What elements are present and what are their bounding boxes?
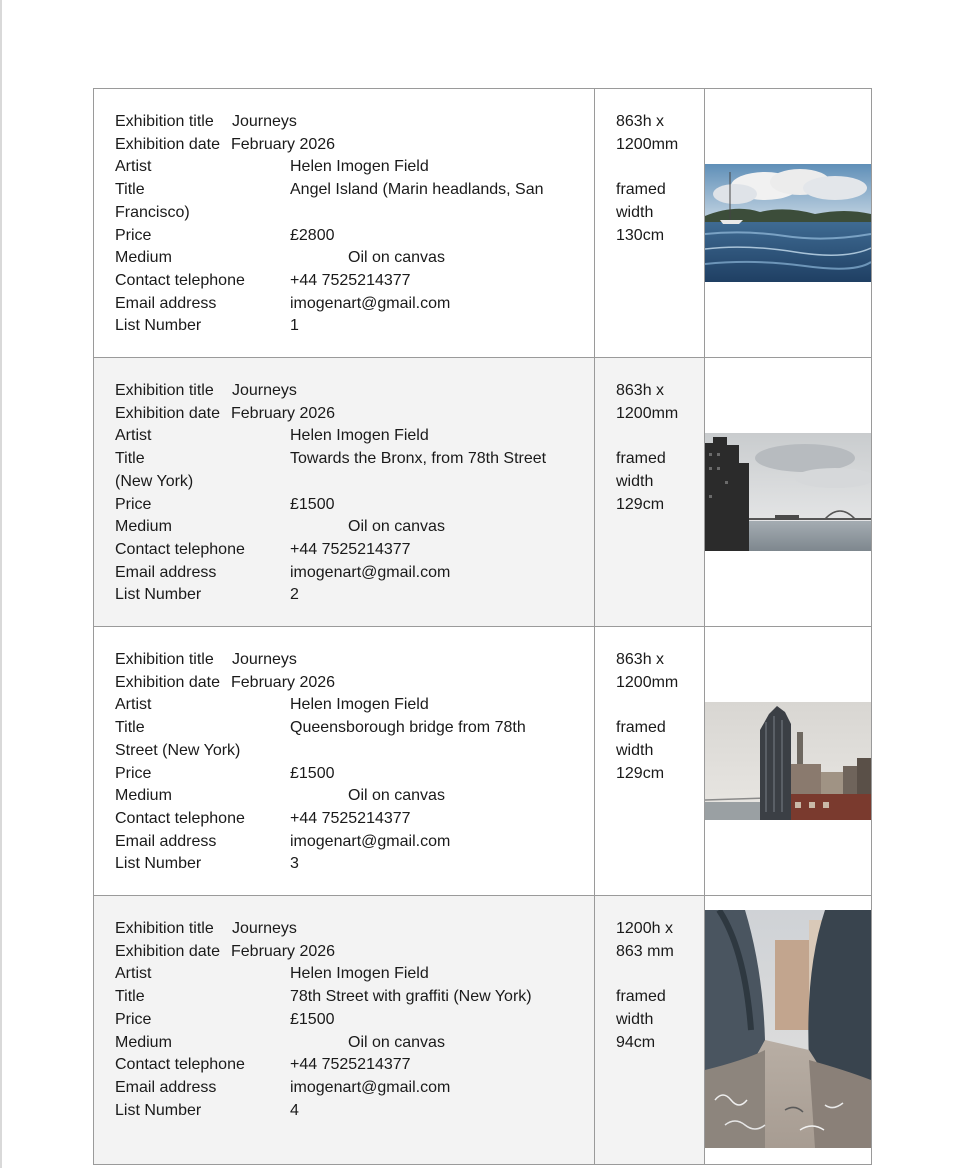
list-number-value: 2 [290, 586, 299, 604]
artwork-dimensions: 1200h x 863 mm framed width 94cm [616, 920, 674, 1051]
artist-value: Helen Imogen Field [290, 696, 429, 714]
phone-label: Contact telephone [115, 809, 245, 827]
artwork-dimensions: 863h x 1200mm framed width 130cm [616, 113, 679, 244]
exhibition-title-label: Exhibition title [115, 113, 214, 130]
title-value: 78th Street with graffiti (New York) [290, 988, 532, 1006]
exhibition-date-label: Exhibition date [115, 673, 220, 691]
email-label: Email address [115, 1078, 217, 1096]
artwork-row [94, 358, 871, 627]
artwork-details-cell [94, 358, 595, 626]
exhibition-title-value: Journeys [232, 113, 297, 130]
email-value: imogenart@gmail.com [290, 1078, 451, 1096]
price-value: £1500 [290, 764, 335, 782]
artwork-details-cell [94, 627, 595, 895]
email-label: Email address [115, 294, 217, 312]
medium-value: Oil on canvas [348, 249, 445, 267]
price-label: Price [115, 226, 152, 244]
graffiti-street-painting-image [705, 910, 871, 1148]
artwork-image-cell [705, 358, 871, 626]
title-label: Title [115, 719, 145, 737]
phone-value: +44 7525214377 [290, 1056, 411, 1074]
email-label: Email address [115, 832, 217, 850]
exhibition-title-value: Journeys [232, 651, 297, 668]
bronx-painting-image [705, 433, 871, 551]
medium-label: Medium [115, 518, 172, 536]
email-value: imogenart@gmail.com [290, 294, 451, 312]
title-value: Angel Island (Marin headlands, San [290, 181, 544, 199]
list-number-value: 3 [290, 855, 299, 873]
list-number-label: List Number [115, 317, 202, 335]
artwork-details-cell [94, 89, 595, 357]
artwork-row [94, 627, 871, 896]
phone-label: Contact telephone [115, 540, 245, 558]
exhibition-title-label: Exhibition title [115, 920, 214, 937]
list-number-value: 4 [290, 1101, 299, 1119]
medium-value: Oil on canvas [348, 1033, 445, 1051]
exhibition-title-label: Exhibition title [115, 651, 214, 668]
medium-label: Medium [115, 1033, 172, 1051]
email-label: Email address [115, 563, 217, 581]
exhibition-date-value: February 2026 [231, 673, 336, 691]
exhibition-date-label: Exhibition date [115, 404, 220, 422]
title-label: Title [115, 181, 145, 199]
list-number-label: List Number [115, 1101, 202, 1119]
title-continuation: (New York) [115, 472, 194, 490]
exhibition-date-label: Exhibition date [115, 135, 220, 153]
title-label: Title [115, 450, 145, 468]
price-label: Price [115, 764, 152, 782]
exhibition-date-value: February 2026 [231, 942, 336, 960]
price-value: £1500 [290, 495, 335, 513]
medium-value: Oil on canvas [348, 787, 445, 805]
exhibition-title-value: Journeys [232, 920, 297, 937]
title-value: Queensborough bridge from 78th [290, 719, 526, 737]
price-value: £1500 [290, 1010, 335, 1028]
exhibition-title-label: Exhibition title [115, 382, 214, 399]
price-label: Price [115, 1010, 152, 1028]
title-label: Title [115, 988, 145, 1006]
exhibition-date-label: Exhibition date [115, 942, 220, 960]
title-value: Towards the Bronx, from 78th Street [290, 450, 547, 468]
list-number-label: List Number [115, 586, 202, 604]
artist-value: Helen Imogen Field [290, 158, 429, 176]
title-continuation: Francisco) [115, 203, 190, 221]
artwork-image-cell [705, 627, 871, 895]
artwork-image-cell [705, 896, 871, 1164]
email-value: imogenart@gmail.com [290, 563, 451, 581]
title-continuation: Street (New York) [115, 741, 241, 759]
list-number-label: List Number [115, 855, 202, 873]
artist-label: Artist [115, 427, 152, 445]
artwork-row [94, 89, 871, 358]
artist-value: Helen Imogen Field [290, 965, 429, 983]
page-left-edge [0, 0, 2, 1168]
medium-label: Medium [115, 787, 172, 805]
queensborough-bridge-painting-image [705, 702, 871, 820]
artwork-size-cell [595, 627, 705, 895]
artist-value: Helen Imogen Field [290, 427, 429, 445]
phone-label: Contact telephone [115, 1056, 245, 1074]
exhibition-date-value: February 2026 [231, 404, 336, 422]
angel-island-painting-image [705, 164, 871, 282]
medium-label: Medium [115, 249, 172, 267]
artwork-dimensions: 863h x 1200mm framed width 129cm [616, 651, 679, 782]
artwork-image-cell [705, 89, 871, 357]
artwork-size-cell [595, 358, 705, 626]
price-label: Price [115, 495, 152, 513]
list-number-value: 1 [290, 317, 299, 335]
artwork-list-table [93, 88, 872, 1165]
exhibition-title-value: Journeys [232, 382, 297, 399]
medium-value: Oil on canvas [348, 518, 445, 536]
artist-label: Artist [115, 696, 152, 714]
artist-label: Artist [115, 965, 152, 983]
artwork-row [94, 896, 871, 1164]
phone-label: Contact telephone [115, 271, 245, 289]
artwork-size-cell [595, 89, 705, 357]
price-value: £2800 [290, 226, 335, 244]
phone-value: +44 7525214377 [290, 809, 411, 827]
artwork-dimensions: 863h x 1200mm framed width 129cm [616, 382, 679, 513]
phone-value: +44 7525214377 [290, 271, 411, 289]
artist-label: Artist [115, 158, 152, 176]
artwork-details-cell [94, 896, 595, 1164]
phone-value: +44 7525214377 [290, 540, 411, 558]
artwork-size-cell [595, 896, 705, 1164]
exhibition-date-value: February 2026 [231, 135, 336, 153]
email-value: imogenart@gmail.com [290, 832, 451, 850]
